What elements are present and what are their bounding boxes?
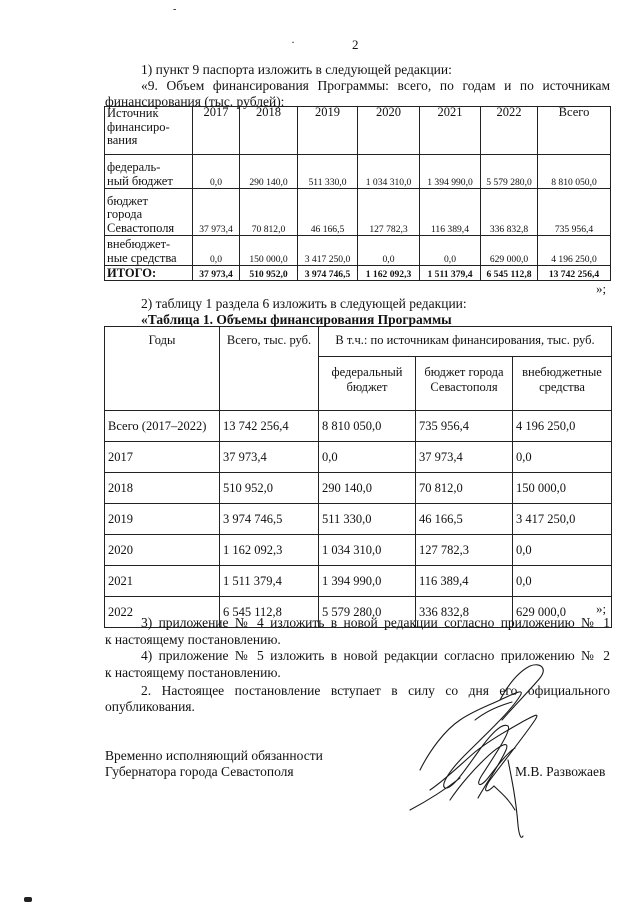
- header-line: бюджет города: [424, 365, 504, 379]
- table-1-cell: 3 417 250,0: [298, 236, 358, 266]
- table-1-total-row: [105, 266, 611, 281]
- para-5-line-1: 2. Настоящее постановление вступает в силу со дня его официального: [141, 683, 610, 698]
- financing-table-2: [104, 326, 612, 628]
- table-2-total-header: Всего, тыс. руб.: [220, 327, 319, 411]
- label-line: бюджет: [107, 193, 148, 208]
- table-2-row: [105, 504, 612, 535]
- table-2-city-cell: 116 389,4: [416, 566, 513, 597]
- label-line: Севастополя: [107, 220, 175, 235]
- header-line: вания: [107, 133, 138, 147]
- table-1-row-label: [105, 236, 193, 266]
- table-2-city-header: [416, 357, 513, 411]
- table-1-cell: 336 832,8: [481, 189, 538, 236]
- signatory-position-line-1: Временно исполняющий обязанности: [105, 748, 323, 763]
- para-3-line-1: 3) приложение № 4 изложить в новой редакции согласно приложению № 1: [141, 615, 610, 630]
- table-1-cell: 0,0: [420, 236, 481, 266]
- table-1-cell: 116 389,4: [420, 189, 481, 236]
- scan-dot: ·: [291, 35, 295, 49]
- header-line: Севастополя: [430, 380, 498, 394]
- table-2-city-cell: 735 956,4: [416, 411, 513, 442]
- table-2-years-header: Годы: [105, 327, 220, 411]
- table-2-extra-cell: 629 000,0: [513, 597, 612, 628]
- table-2-header-row: [105, 327, 612, 357]
- table-1-cell: 0,0: [193, 236, 240, 266]
- close-quote-2: »;: [596, 601, 607, 616]
- table-1-row-extrabudget: [105, 236, 611, 266]
- table-2-total-cell: 37 973,4: [220, 442, 319, 473]
- table-2-total-cell: 6 545 112,8: [220, 597, 319, 628]
- table-1-cell: 0,0: [358, 236, 420, 266]
- table-2-row: [105, 411, 612, 442]
- table-2-year-cell: 2019: [105, 504, 220, 535]
- para-2: 2) таблицу 1 раздела 6 изложить в следующей редакции:: [141, 296, 467, 311]
- label-line: ный бюджет: [107, 173, 173, 188]
- table-2-year-cell: 2018: [105, 473, 220, 504]
- table-2-federal-cell: 1 394 990,0: [319, 566, 416, 597]
- table-1-total-cell: 13 742 256,4: [538, 266, 611, 281]
- table-2-sources-header: В т.ч.: по источникам финансирования, тыс. руб.: [319, 327, 612, 357]
- table-1-header-row: [105, 107, 611, 155]
- table-2-extra-cell: 150 000,0: [513, 473, 612, 504]
- table-1-total-cell: 735 956,4: [538, 189, 611, 236]
- table-2-city-cell: 37 973,4: [416, 442, 513, 473]
- table-2-federal-header: [319, 357, 416, 411]
- table-1-cell: 6 545 112,8: [481, 266, 538, 281]
- table-1-year-header: 2017: [193, 107, 240, 155]
- header-line: федеральный: [331, 365, 403, 379]
- table-2-title: «Таблица 1. Объемы финансирования Программы: [141, 312, 452, 327]
- close-quote-1: »;: [596, 281, 607, 296]
- table-2-federal-cell: 290 140,0: [319, 473, 416, 504]
- table-1-cell: 150 000,0: [240, 236, 298, 266]
- header-line: внебюджетные: [522, 365, 602, 379]
- table-1-year-header: 2022: [481, 107, 538, 155]
- table-2-row: [105, 566, 612, 597]
- table-1-cell: 1 511 379,4: [420, 266, 481, 281]
- table-1-year-header: 2020: [358, 107, 420, 155]
- table-2-total-cell: 13 742 256,4: [220, 411, 319, 442]
- table-1-row-city: [105, 189, 611, 236]
- table-1-cell: 5 579 280,0: [481, 155, 538, 189]
- table-2-extra-cell: 3 417 250,0: [513, 504, 612, 535]
- label-line: внебюджет-: [107, 237, 171, 251]
- table-1-cell: 629 000,0: [481, 236, 538, 266]
- table-1-cell: 1 034 310,0: [358, 155, 420, 189]
- table-2-federal-cell: 1 034 310,0: [319, 535, 416, 566]
- scan-artifact: [24, 897, 32, 902]
- table-2-year-cell: 2017: [105, 442, 220, 473]
- table-1-year-header: 2019: [298, 107, 358, 155]
- page-number: 2: [352, 37, 359, 52]
- table-1-cell: 511 330,0: [298, 155, 358, 189]
- table-2-extra-header: [513, 357, 612, 411]
- table-2-city-cell: 336 832,8: [416, 597, 513, 628]
- table-1-cell: 70 812,0: [240, 189, 298, 236]
- table-1-total-label: ИТОГО:: [105, 266, 193, 281]
- financing-table-1: [104, 106, 611, 281]
- table-2-year-cell: Всего (2017–2022): [105, 411, 220, 442]
- table-2-federal-cell: 8 810 050,0: [319, 411, 416, 442]
- label-line: ные средства: [107, 250, 177, 265]
- table-1-row-label: [105, 155, 193, 189]
- para-1-line-1: 1) пункт 9 паспорта изложить в следующей редакции:: [141, 62, 452, 77]
- table-1-cell: 0,0: [193, 155, 240, 189]
- signatory-name: М.В. Развожаев: [515, 764, 606, 779]
- table-1-row-federal: [105, 155, 611, 189]
- table-1-year-header: 2018: [240, 107, 298, 155]
- table-2-extra-cell: 0,0: [513, 535, 612, 566]
- table-2-extra-cell: 0,0: [513, 442, 612, 473]
- table-2-extra-cell: 0,0: [513, 566, 612, 597]
- handwritten-signature: [390, 660, 600, 850]
- table-2-total-cell: 1 162 092,3: [220, 535, 319, 566]
- table-1-cell: 290 140,0: [240, 155, 298, 189]
- table-2-city-cell: 127 782,3: [416, 535, 513, 566]
- table-1-cell: 46 166,5: [298, 189, 358, 236]
- table-2-row: [105, 473, 612, 504]
- table-1-cell: 37 973,4: [193, 189, 240, 236]
- table-1-row-label: [105, 189, 193, 236]
- para-4-line-1: 4) приложение № 5 изложить в новой редакции согласно приложению № 2: [141, 648, 610, 663]
- signatory-position-line-2: Губернатора города Севастополя: [105, 764, 294, 779]
- table-1-cell: 3 974 746,5: [298, 266, 358, 281]
- table-1-total-header: Всего: [538, 107, 611, 155]
- table-2-total-cell: 3 974 746,5: [220, 504, 319, 535]
- table-1-cell: 1 394 990,0: [420, 155, 481, 189]
- table-1-cell: 510 952,0: [240, 266, 298, 281]
- table-2-total-cell: 1 511 379,4: [220, 566, 319, 597]
- table-1-source-header: [105, 107, 193, 155]
- table-2-city-cell: 70 812,0: [416, 473, 513, 504]
- table-2-extra-cell: 4 196 250,0: [513, 411, 612, 442]
- para-5-line-2: опубликования.: [105, 699, 195, 714]
- table-1-cell: 37 973,4: [193, 266, 240, 281]
- header-line: финансиро-: [107, 119, 170, 134]
- table-2-federal-cell: 0,0: [319, 442, 416, 473]
- label-line: города: [107, 207, 143, 221]
- table-2-federal-cell: 511 330,0: [319, 504, 416, 535]
- header-line: средства: [539, 380, 585, 394]
- header-line: Источник: [107, 106, 159, 120]
- scan-mark: -: [173, 4, 177, 15]
- table-2-year-cell: 2020: [105, 535, 220, 566]
- table-1-cell: 127 782,3: [358, 189, 420, 236]
- para-4-line-2: к настоящему постановлению.: [105, 665, 281, 680]
- table-2-year-cell: 2021: [105, 566, 220, 597]
- table-2-city-cell: 46 166,5: [416, 504, 513, 535]
- table-2-federal-cell: 5 579 280,0: [319, 597, 416, 628]
- table-1-total-cell: 8 810 050,0: [538, 155, 611, 189]
- table-1-year-header: 2021: [420, 107, 481, 155]
- table-2-year-cell: 2022: [105, 597, 220, 628]
- para-1-line-2: «9. Объем финансирования Программы: всего, по годам и по источникам: [141, 78, 610, 93]
- table-2-row: [105, 442, 612, 473]
- table-1-cell: 1 162 092,3: [358, 266, 420, 281]
- table-2-row: [105, 535, 612, 566]
- table-2-total-cell: 510 952,0: [220, 473, 319, 504]
- para-3-line-2: к настоящему постановлению.: [105, 632, 281, 647]
- label-line: федераль-: [107, 160, 161, 174]
- para-1-line-3: финансирования (тыс. рублей):: [105, 94, 285, 109]
- table-1-total-cell: 4 196 250,0: [538, 236, 611, 266]
- header-line: бюджет: [346, 380, 388, 394]
